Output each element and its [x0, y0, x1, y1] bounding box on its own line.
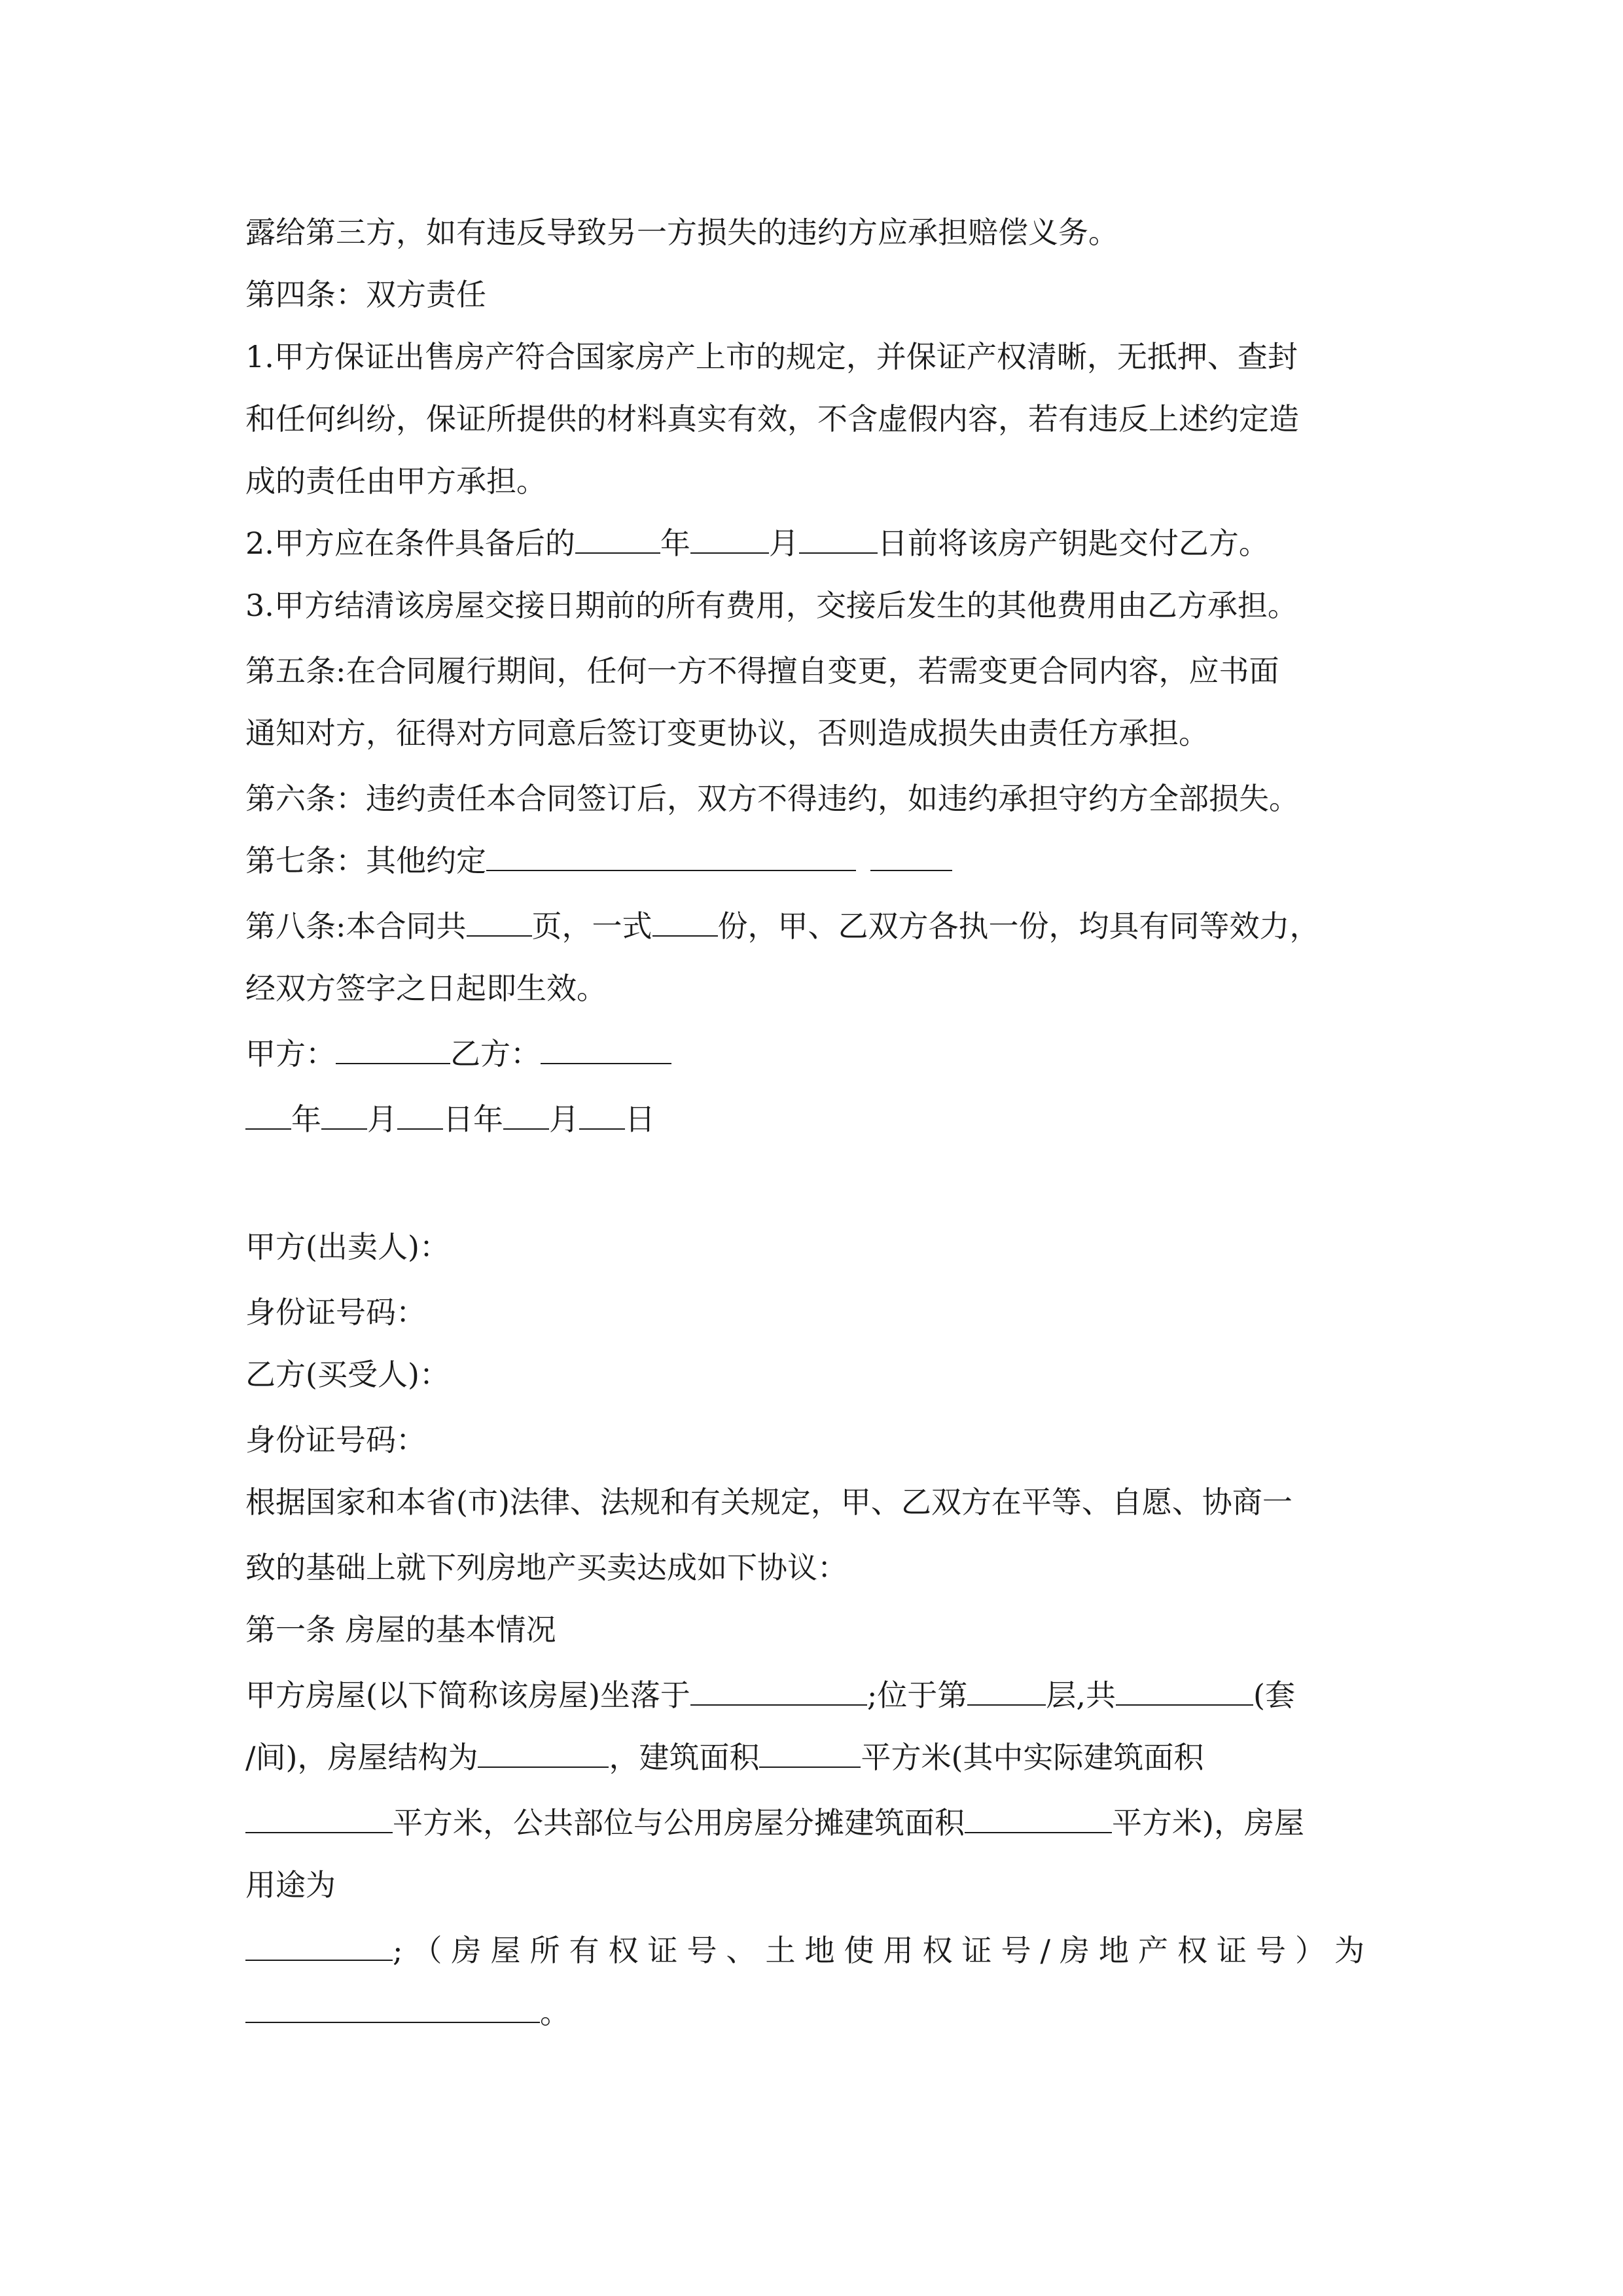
text-line: 1.甲方保证出售房产符合国家房产上市的规定，并保证产权清晰，无抵押、查封	[245, 339, 1298, 374]
blank-pages	[467, 906, 532, 937]
blank-day	[799, 524, 878, 554]
party-a-label: 甲方：	[245, 1036, 336, 1071]
blank-day	[579, 1100, 625, 1130]
seller-id-label: 身份证号码：	[245, 1295, 426, 1330]
blank-party-a	[336, 1034, 450, 1064]
text-line: 根据国家和本省(市)法律、法规和有关规定，甲、乙双方在平等、自愿、协商一	[245, 1484, 1293, 1520]
blank-actual-area	[245, 1803, 393, 1833]
text-segment: 。	[540, 1995, 570, 2030]
text-line-property-structure	[245, 1738, 1204, 1777]
text-segment: 月	[549, 1102, 579, 1137]
blank-location	[690, 1676, 867, 1706]
blank-floor	[967, 1676, 1046, 1706]
text-segment: 日前将该房产钥匙交付乙方。	[877, 526, 1269, 561]
text-segment: ;位于第	[866, 1677, 968, 1713]
signature-line	[245, 1034, 671, 1073]
text-segment: 年	[660, 526, 690, 561]
blank-units	[1116, 1676, 1253, 1706]
blank-shared-area	[965, 1803, 1112, 1833]
blank-structure	[478, 1738, 609, 1768]
text-line: 露给第三方，如有违反导致另一方损失的违约方应承担赔偿义务。	[245, 215, 1118, 250]
blank-other-terms	[486, 841, 856, 871]
blank-month	[321, 1100, 367, 1130]
text-line-key-handover	[245, 524, 1269, 563]
text-line: 3.甲方结清该房屋交接日期前的所有费用，交接后发生的其他费用由乙方承担。	[245, 588, 1298, 623]
seller-label: 甲方(出卖人)：	[245, 1229, 450, 1265]
text-segment: 平方米(其中实际建筑面积	[861, 1740, 1204, 1775]
text-segment: 平方米)，房屋	[1112, 1805, 1304, 1840]
text-line-property-area	[245, 1803, 1304, 1842]
text-line-article-7	[245, 841, 952, 880]
text-line: 致的基础上就下列房地产买卖达成如下协议：	[245, 1550, 847, 1585]
text-segment: ;（房屋所有权证号、土地使用权证号/房地产权证号）为	[393, 1933, 1374, 1968]
blank-day	[397, 1100, 443, 1130]
text-segment: 份，甲、乙双方各执一份，均具有同等效力，	[717, 908, 1320, 944]
blank-party-b	[541, 1034, 671, 1064]
text-segment: 第七条：其他约定	[245, 843, 486, 878]
blank-floor-area	[759, 1738, 861, 1768]
text-line-article-8	[245, 906, 1320, 946]
text-segment: 第八条:本合同共	[245, 908, 467, 944]
blank-usage	[245, 1931, 393, 1961]
section-heading-article-4: 第四条：双方责任	[245, 277, 486, 312]
text-line-certificate	[245, 1931, 1374, 1970]
text-segment: 月	[768, 526, 799, 561]
text-segment: /间)，房屋结构为	[245, 1740, 478, 1775]
text-line: 成的责任由甲方承担。	[245, 463, 546, 499]
text-segment: 页，一式	[531, 908, 652, 944]
text-segment: ，建筑面积	[609, 1740, 760, 1775]
text-line-article-5: 第五条:在合同履行期间，任何一方不得擅自变更，若需变更合同内容，应书面	[245, 653, 1279, 689]
text-line: 用途为	[245, 1867, 336, 1903]
party-b-label: 乙方：	[450, 1036, 541, 1071]
text-line-article-6: 第六条：违约责任本合同签订后，双方不得违约，如违约承担守约方全部损失。	[245, 781, 1299, 816]
text-line: 经双方签字之日起即生效。	[245, 971, 607, 1006]
text-line-property-location	[245, 1676, 1295, 1715]
section-heading-article-1: 第一条 房屋的基本情况	[245, 1612, 556, 1647]
blank-year	[245, 1100, 291, 1130]
text-segment: 甲方房屋(以下简称该房屋)坐落于	[245, 1677, 690, 1713]
text-segment: 月	[367, 1102, 397, 1137]
blank-year	[575, 524, 660, 554]
blank-certificate-number	[245, 1993, 540, 2023]
blank-month	[690, 524, 769, 554]
text-segment: (套	[1253, 1677, 1295, 1713]
blank-month	[503, 1100, 549, 1130]
blank-other-terms-2	[870, 841, 952, 871]
buyer-id-label: 身份证号码：	[245, 1422, 426, 1458]
text-line: 和任何纠纷，保证所提供的材料真实有效，不含虚假内容，若有违反上述约定造	[245, 401, 1299, 437]
text-segment: 年	[291, 1102, 321, 1137]
text-line-certificate-number	[245, 1993, 570, 2032]
text-segment: 层,共	[1046, 1677, 1116, 1713]
text-segment: 2.甲方应在条件具备后的	[245, 526, 575, 561]
blank-copies	[652, 906, 718, 937]
text-segment: 平方米，公共部位与公用房屋分摊建筑面积	[393, 1805, 965, 1840]
text-segment: 日	[625, 1102, 655, 1137]
text-line: 通知对方，征得对方同意后签订变更协议，否则造成损失由责任方承担。	[245, 715, 1209, 751]
buyer-label: 乙方(买受人)：	[245, 1357, 450, 1392]
text-segment: 日年	[443, 1102, 503, 1137]
date-line	[245, 1100, 655, 1139]
